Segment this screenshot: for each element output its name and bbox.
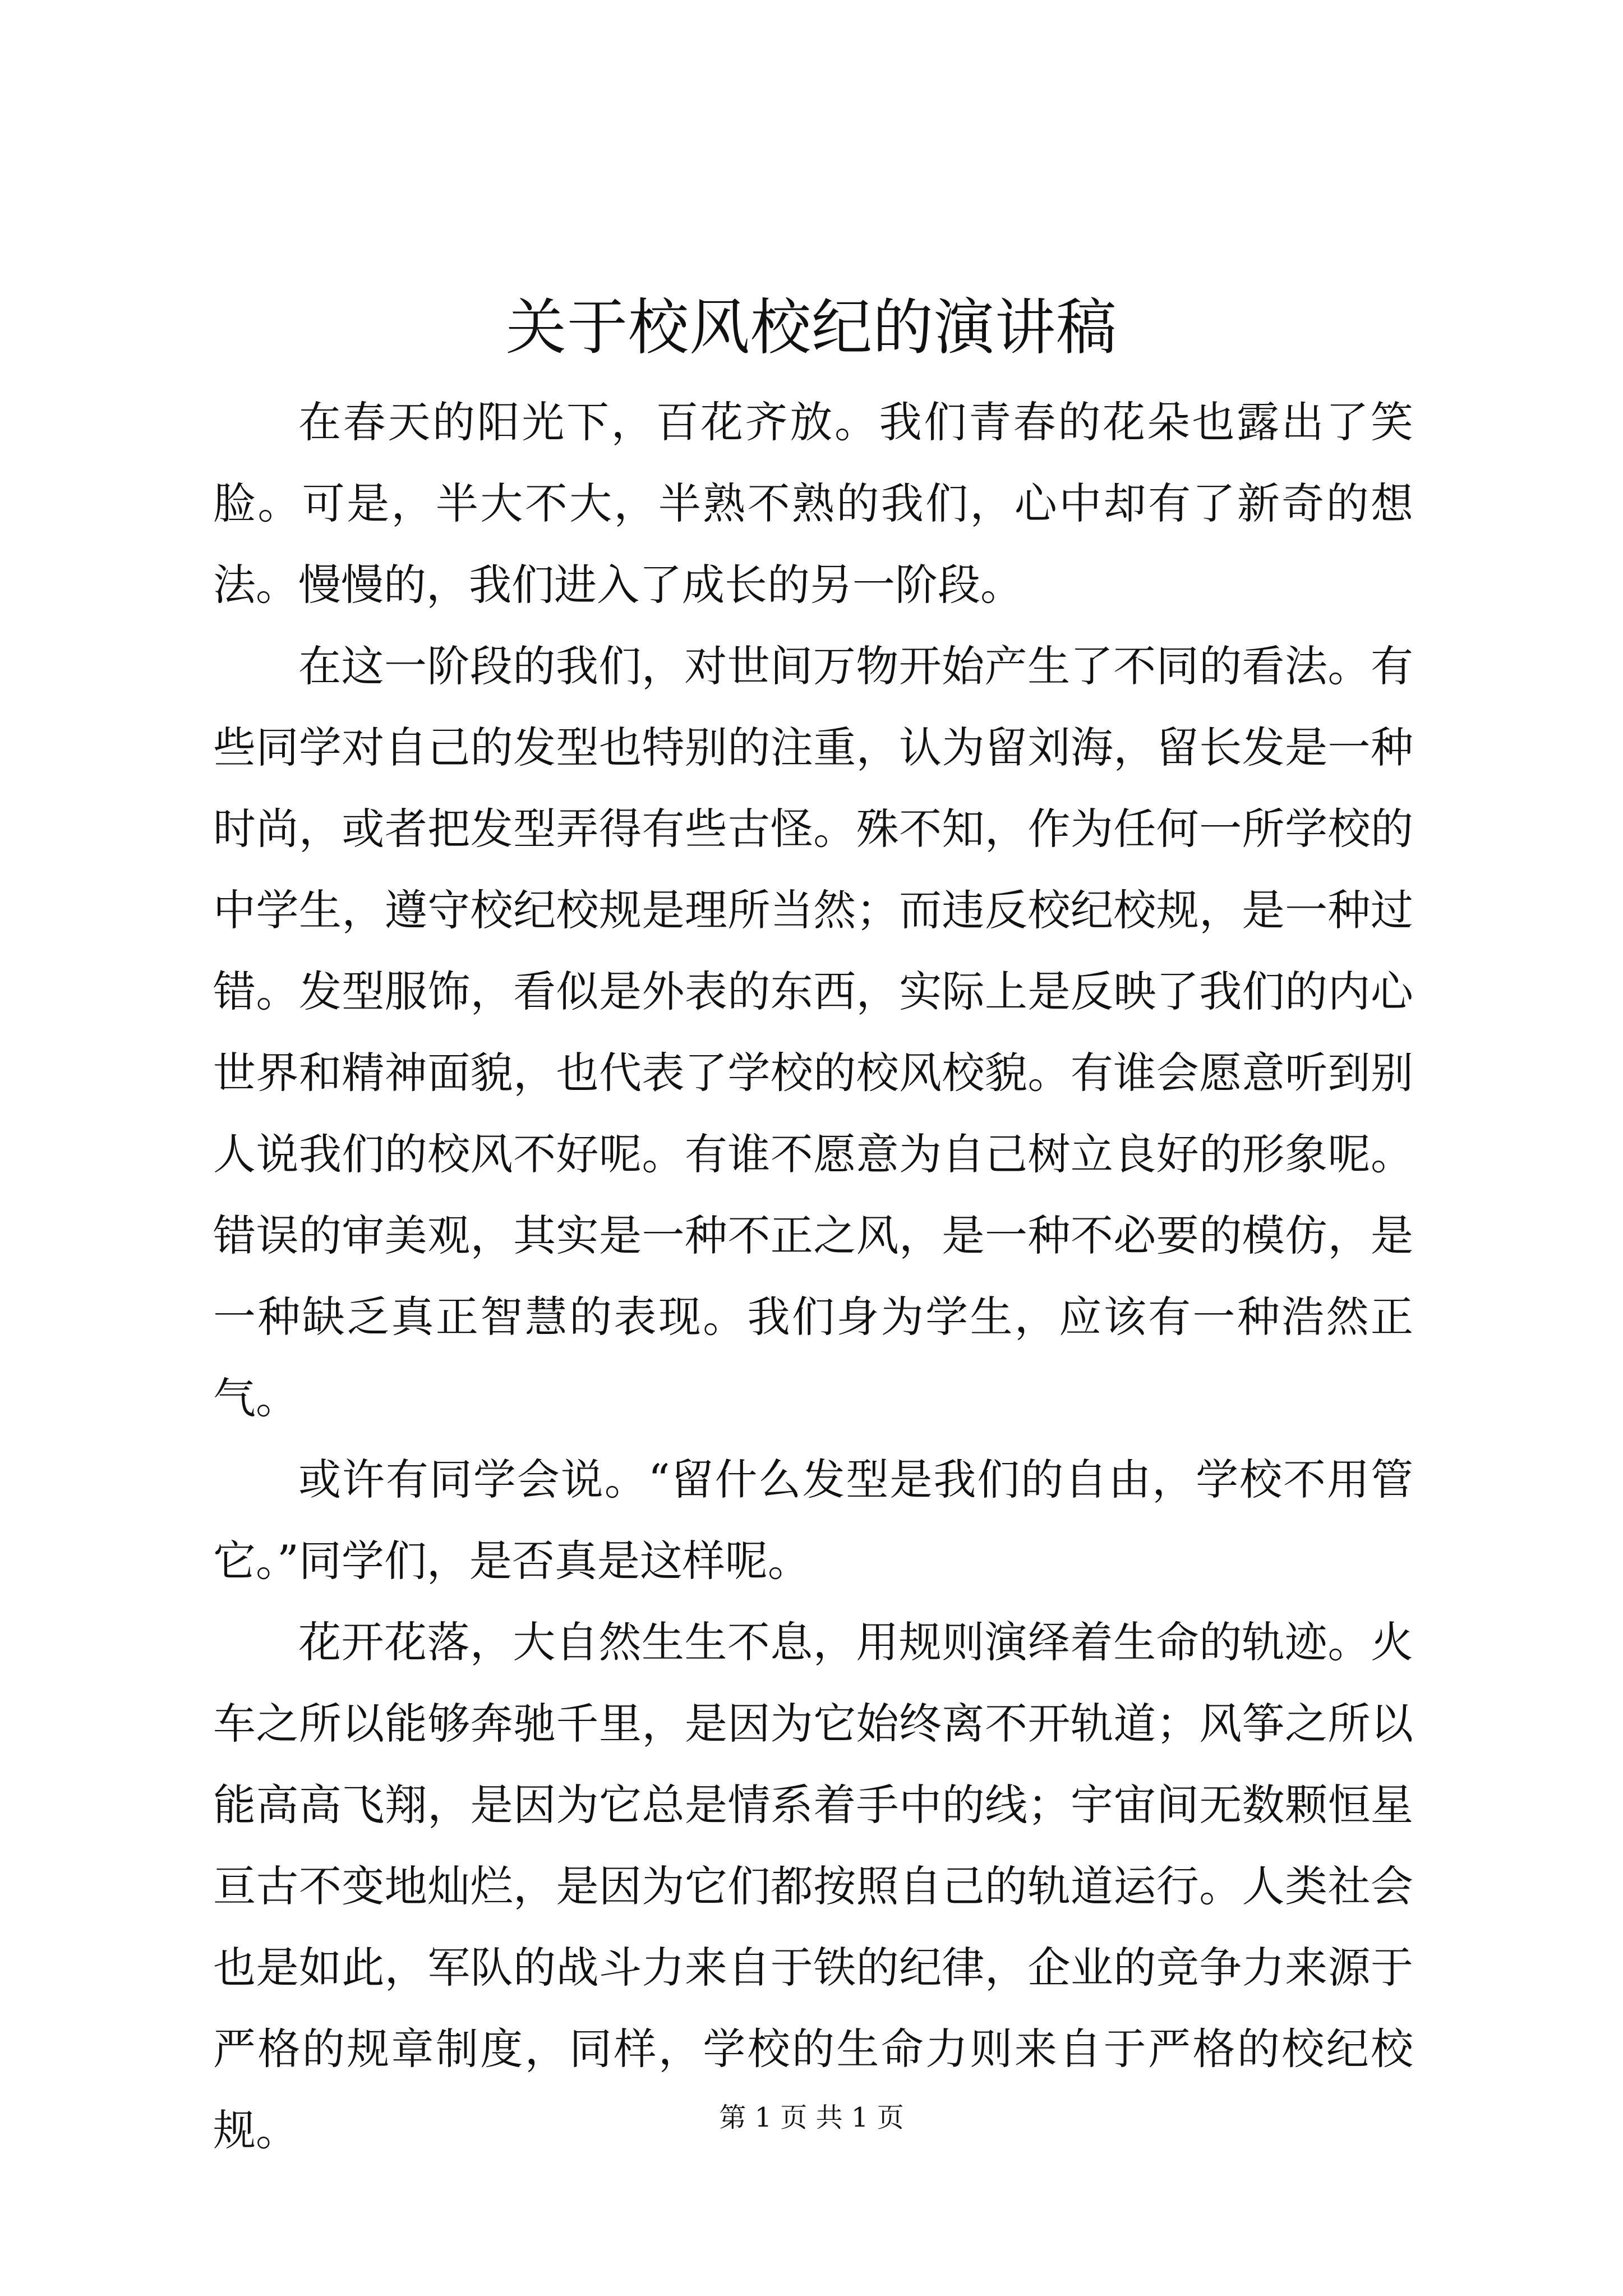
document-title: 关于校风校纪的演讲稿 xyxy=(505,293,1117,363)
paragraph-3: 或许有同学会说。“留什么发型是我们的自由，学校不用管它。”同学们，是否真是这样呢。 xyxy=(213,1455,1413,1586)
paragraph-4: 花开花落，大自然生生不息，用规则演绎着生命的轨迹。火车之所以能够奔驰千里，是因为它始终离不开轨道；风筝之所以能高高飞翔，是因为它总是情系着手中的线；宇宙间无数颗恒星亘古不变地灿烂，是因为它们都按照自己的轨道运行。人类社会也是如此，军队的战斗力来自于铁的纪律，企业的竞争力来源于严格的规章制度，同样，学校的生命力则来自于严格的校纪校规。 xyxy=(213,1617,1413,2155)
document-body xyxy=(213,381,1413,2171)
paragraph-2: 在这一阶段的我们，对世间万物开始产生了不同的看法。有些同学对自己的发型也特别的注重，认为留刘海，留长发是一种时尚，或者把发型弄得有些古怪。殊不知，作为任何一所学校的中学生，遵守校纪校规是理所当然；而违反校纪校规，是一种过错。发型服饰，看似是外表的东西，实际上是反映了我们的内心世界和精神面貌，也代表了学校的校风校貌。有谁会愿意听到别人说我们的校风不好呢。有谁不愿意为自己树立良好的形象呢。错误的审美观，其实是一种不正之风，是一种不必要的模仿，是一种缺乏真正智慧的表现。我们身为学生，应该有一种浩然正气。 xyxy=(213,641,1413,1423)
paragraph-1: 在春天的阳光下，百花齐放。我们青春的花朵也露出了笑脸。可是，半大不大，半熟不熟的我们，心中却有了新奇的想法。慢慢的，我们进入了成长的另一阶段。 xyxy=(213,397,1413,610)
page-footer: 第 1 页 共 1 页 xyxy=(719,2102,904,2133)
